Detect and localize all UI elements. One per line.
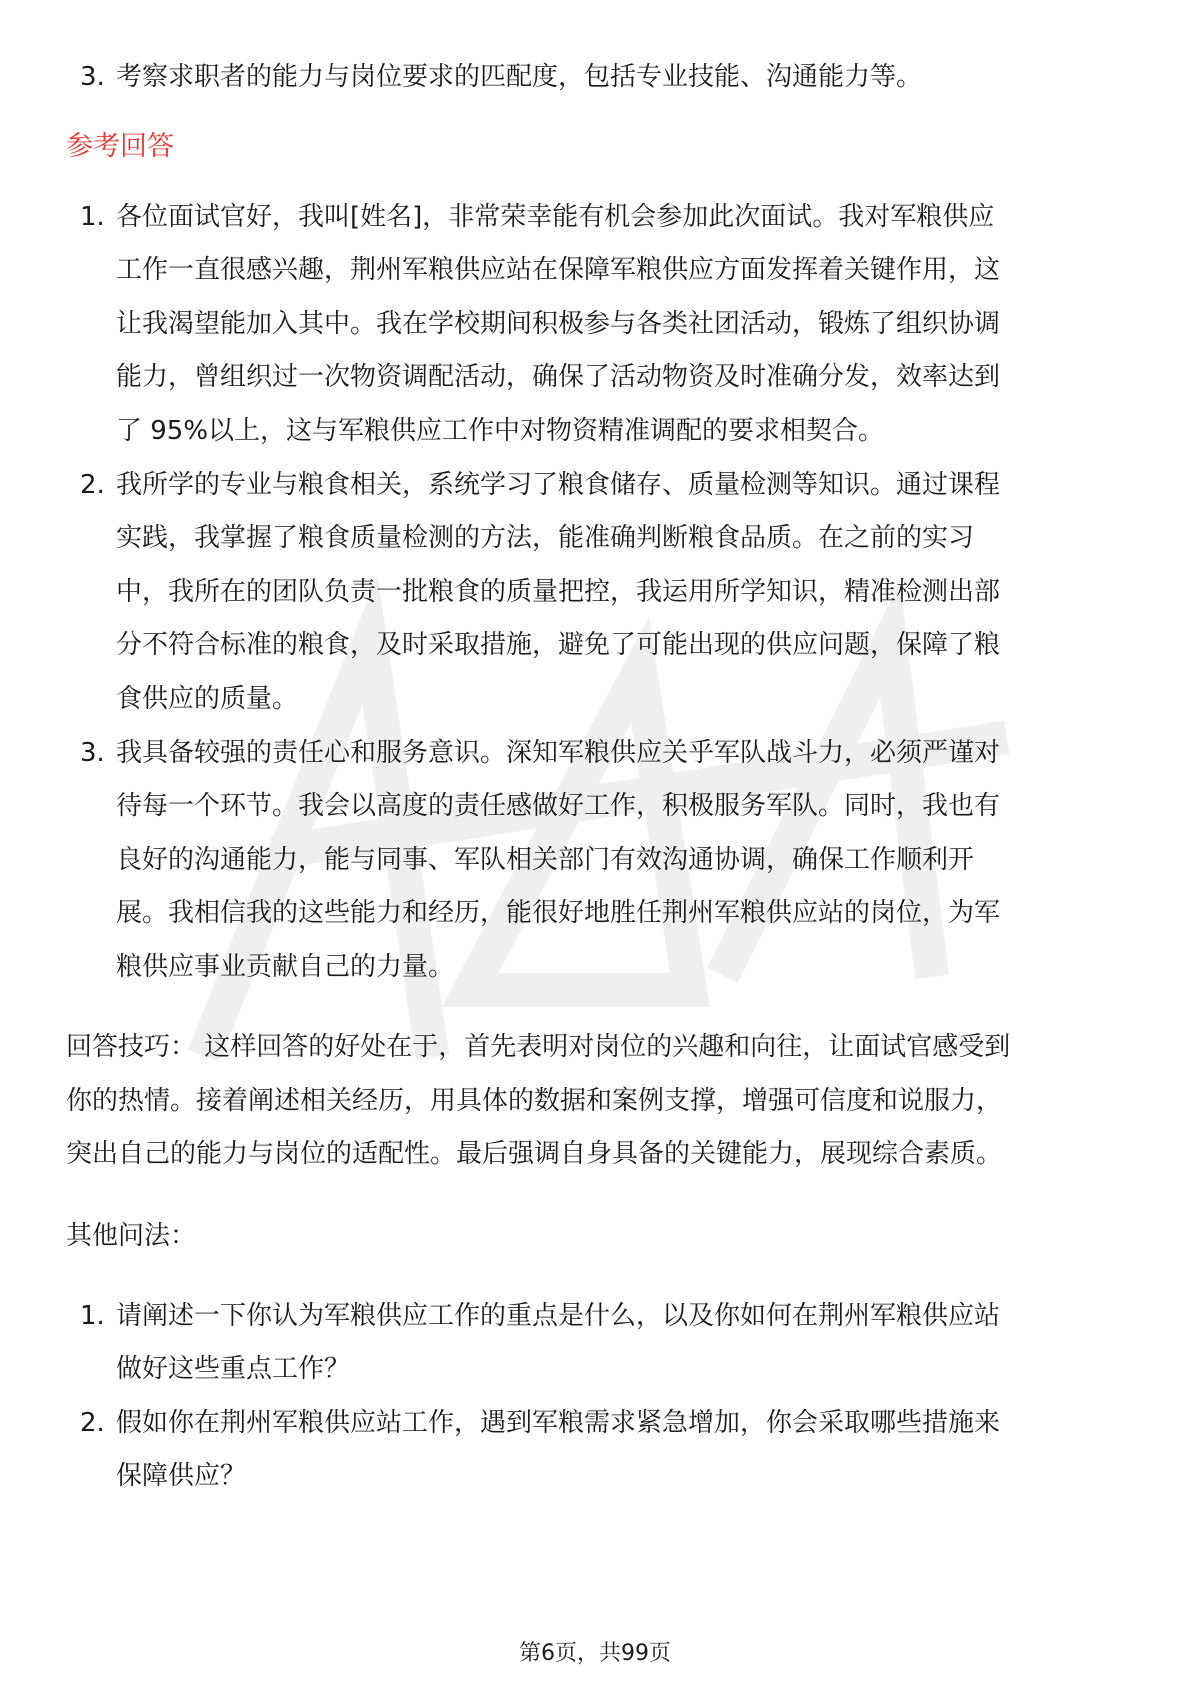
- top-item-text: 考察求职者的能力与岗位要求的匹配度，包括专业技能、沟通能力等。: [116, 62, 923, 92]
- answer-line: 良好的沟通能力，能与同事、军队相关部门有效沟通协调，确保工作顺利开: [116, 845, 975, 875]
- answer-line: 我具备较强的责任心和服务意识。深知军粮供应关乎军队战斗力，必须严谨对: [116, 738, 1001, 768]
- other-question-line: 保障供应？: [116, 1461, 247, 1491]
- tips-line: 突出自己的能力与岗位的适配性。最后强调自身具备的关键能力，展现综合素质。: [66, 1139, 1003, 1169]
- other-question-number: 2.: [80, 1408, 105, 1438]
- answer-line: 能力，曾组织过一次物资调配活动，确保了活动物资及时准确分发，效率达到: [116, 362, 1001, 392]
- top-item-number: 3.: [80, 62, 105, 92]
- answer-number: 2.: [80, 470, 105, 500]
- reference-answer-heading: 参考回答: [66, 131, 174, 162]
- answer-number: 1.: [80, 202, 105, 232]
- answer-line: 了 95%以上，这与军粮供应工作中对物资精准调配的要求相契合。: [116, 416, 885, 446]
- answer-line: 待每一个环节。我会以高度的责任感做好工作，积极服务军队。同时，我也有: [116, 791, 1001, 821]
- page-number-footer: 第6页，共99页: [519, 1641, 671, 1666]
- other-question-line: 请阐述一下你认为军粮供应工作的重点是什么，以及你如何在荆州军粮供应站: [116, 1301, 1001, 1331]
- other-questions-label: 其他问法：: [66, 1221, 197, 1251]
- other-question-line: 假如你在荆州军粮供应站工作，遇到军粮需求紧急增加，你会采取哪些措施来: [116, 1408, 1001, 1438]
- answer-line: 让我渴望能加入其中。我在学校期间积极参与各类社团活动，锻炼了组织协调: [116, 309, 1001, 339]
- answer-line: 分不符合标准的粮食，及时采取措施，避免了可能出现的供应问题，保障了粮: [116, 630, 1001, 660]
- answer-line: 食供应的质量。: [116, 684, 299, 714]
- answer-line: 各位面试官好，我叫[姓名]，非常荣幸能有机会参加此次面试。我对军粮供应: [116, 202, 995, 232]
- answer-line: 展。我相信我的这些能力和经历，能很好地胜任荆州军粮供应站的岗位，为军: [116, 898, 1001, 928]
- answer-line: 中，我所在的团队负责一批粮食的质量把控，我运用所学知识，精准检测出部: [116, 577, 1001, 607]
- answer-number: 3.: [80, 738, 105, 768]
- tips-line: 你的热情。接着阐述相关经历，用具体的数据和案例支撑，增强可信度和说服力，: [66, 1086, 1003, 1116]
- tips-line: 回答技巧： 这样回答的好处在于，首先表明对岗位的兴趣和向往，让面试官感受到: [66, 1032, 1011, 1062]
- answer-line: 工作一直很感兴趣，荆州军粮供应站在保障军粮供应方面发挥着关键作用，这: [116, 255, 1001, 285]
- answer-line: 我所学的专业与粮食相关，系统学习了粮食储存、质量检测等知识。通过课程: [116, 470, 1001, 500]
- other-question-line: 做好这些重点工作？: [116, 1354, 351, 1384]
- answer-line: 实践，我掌握了粮食质量检测的方法，能准确判断粮食品质。在之前的实习: [116, 523, 975, 553]
- answer-line: 粮供应事业贡献自己的力量。: [116, 952, 455, 982]
- other-question-number: 1.: [80, 1301, 105, 1331]
